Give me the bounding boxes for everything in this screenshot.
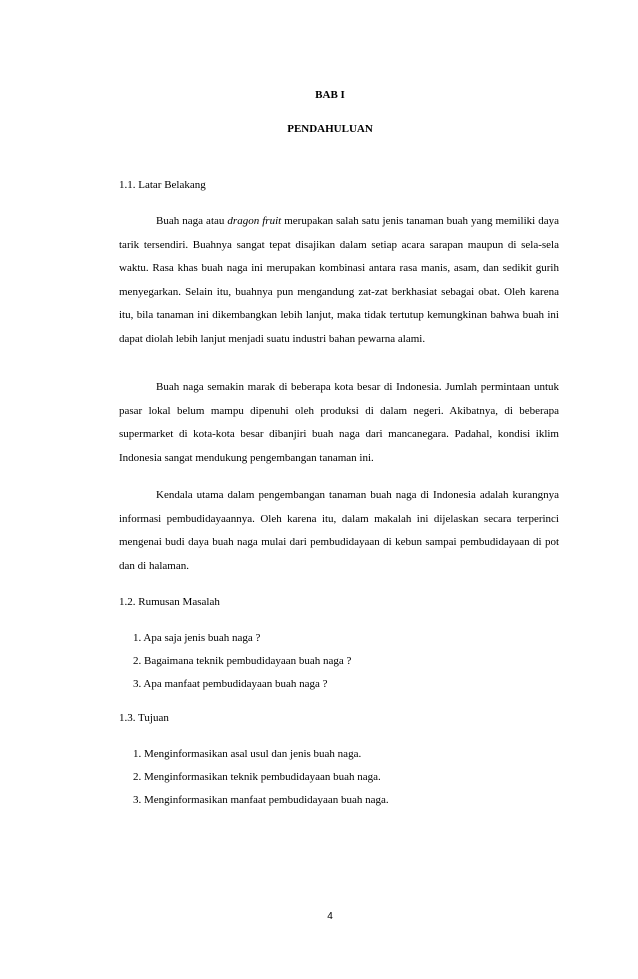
section-heading-tujuan: 1.3. Tujuan xyxy=(119,712,169,724)
list-item: 2. Bagaimana teknik pembudidayaan buah naga ? xyxy=(133,655,352,667)
chapter-title: PENDAHULUAN xyxy=(287,123,373,135)
list-item: 1. Menginformasikan asal usul dan jenis buah naga. xyxy=(133,748,362,760)
list-item: 3. Apa manfaat pembudidayaan buah naga ? xyxy=(133,678,328,690)
list-item: 2. Menginformasikan teknik pembudidayaan buah naga. xyxy=(133,771,381,783)
chapter-label: BAB I xyxy=(315,89,345,101)
paragraph-background-3: Kendala utama dalam pengembangan tanaman buah naga di Indonesia adalah kurangnya informasi pembudidayaannya. Oleh karena itu, dalam makalah ini dijelaskan secara terperinci mengenai budi daya buah naga mulai dari pembudidayaan di kebun sampai pembudidayaan di pot dan di halaman. xyxy=(119,489,559,572)
list-item: 3. Menginformasikan manfaat pembudidayaan buah naga. xyxy=(133,794,389,806)
page-number: 4 xyxy=(327,911,333,922)
paragraph-background-1-rest: merupakan salah satu jenis tanaman buah yang memiliki daya tarik tersendiri. Buahnya sangat tepat disajikan dalam setiap acara sarapan maupun di sela-sela waktu. Rasa khas buah naga ini merupakan kombinasi antara rasa manis, asam, dan sedikit gurih menyegarkan. Selain itu, buahnya pun mengandung zat-zat berkhasiat sebagai obat. Oleh karena itu, bila tanaman ini dikembangkan lebih lanjut, maka tidak tertutup kemungkinan bahwa buah ini dapat diolah lebih lanjut menjadi suatu industri bahan pewarna alami. xyxy=(119,215,559,345)
paragraph-background-1-start: Buah naga atau xyxy=(156,215,228,227)
list-item: 1. Apa saja jenis buah naga ? xyxy=(133,632,261,644)
section-heading-rumusan-masalah: 1.2. Rumusan Masalah xyxy=(119,596,220,608)
italic-term-dragon-fruit: dragon fruit xyxy=(227,215,282,227)
section-heading-latar-belakang: 1.1. Latar Belakang xyxy=(119,179,206,191)
problem-list xyxy=(133,627,351,696)
paragraph-background-2: Buah naga semakin marak di beberapa kota besar di Indonesia. Jumlah permintaan untuk pasar lokal belum mampu dipenuhi oleh produksi di dalam negeri. Akibatnya, di beberapa supermarket di kota-kota besar dibanjiri buah naga dari mancanegara. Padahal, kondisi iklim Indonesia sangat mendukung pengembangan tanaman ini. xyxy=(119,381,559,464)
objective-list xyxy=(133,743,389,812)
paragraph-background-1 xyxy=(119,210,559,352)
